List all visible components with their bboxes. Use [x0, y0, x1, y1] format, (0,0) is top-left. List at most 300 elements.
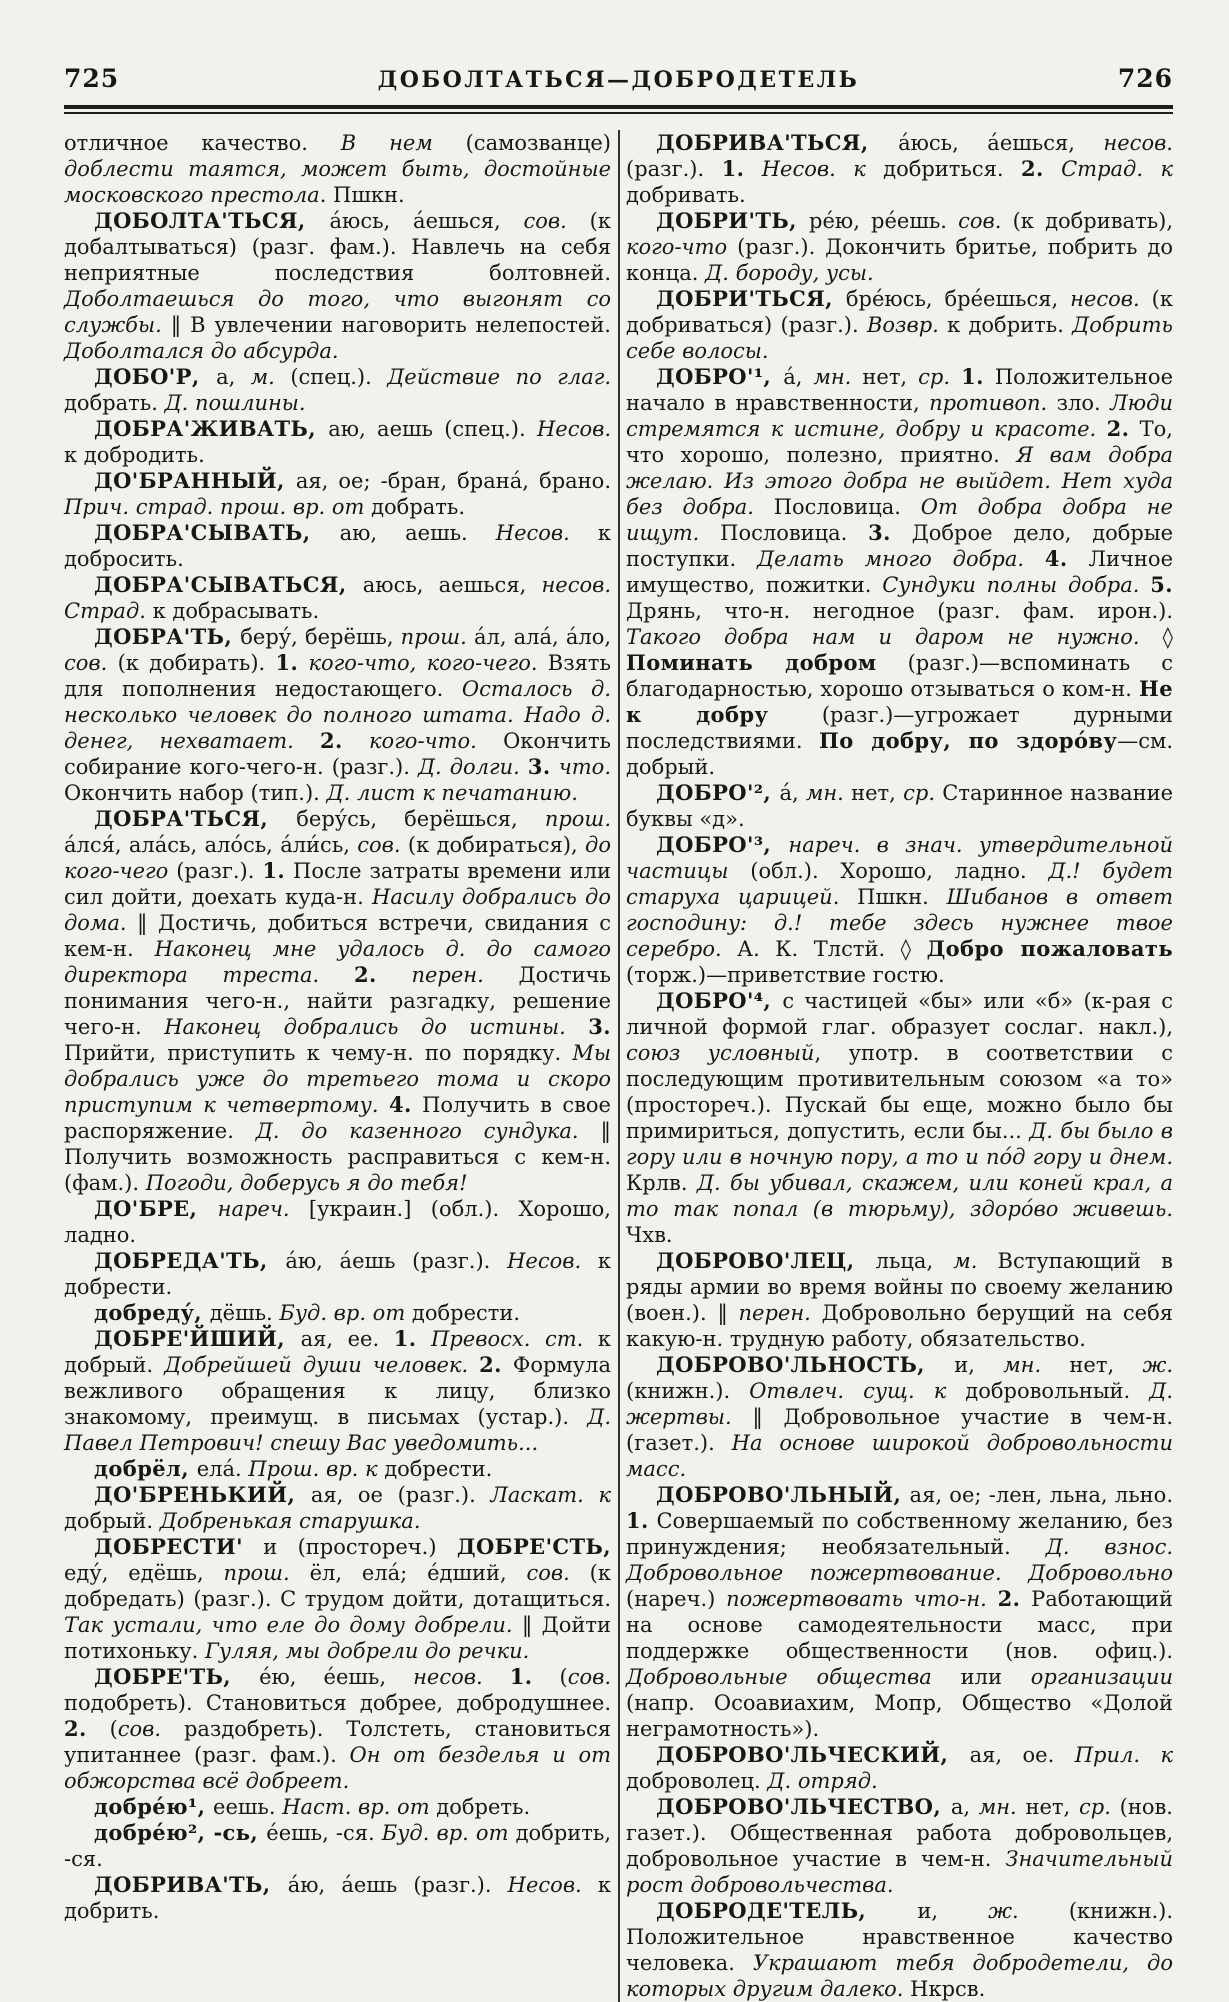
- entry-segment: нет,: [851, 365, 919, 389]
- entry-segment: ДОБРИ'ТЬСЯ,: [656, 286, 846, 311]
- entry-segment: прош.: [400, 625, 467, 649]
- entry-segment: Д.! будет старуха царицей.: [626, 859, 1173, 909]
- entry-segment: доблести таятся, может быть, достойные московского престола: [64, 157, 611, 207]
- entry-segment: аю, аешь.: [339, 521, 496, 545]
- entry-segment: еешь.: [213, 1795, 283, 1819]
- entry-segment: Наконец мне удалось д. до самого директора треста.: [64, 937, 611, 987]
- entry-segment: Добро пожаловать: [926, 936, 1173, 961]
- dictionary-entry: [626, 1248, 1173, 1352]
- dictionary-entry: [64, 1196, 611, 1248]
- entry-segment: ‖ В увлечении наговорить нелепостей.: [161, 313, 611, 337]
- entry-segment: В нем: [340, 131, 466, 155]
- entry-segment: Мы добрались уже до третьего тома и скоро приступим к четвертому.: [64, 1041, 611, 1117]
- entry-segment: сов.: [958, 209, 1002, 233]
- dictionary-entry: [64, 208, 611, 364]
- entry-segment: 4.: [1044, 546, 1068, 571]
- dictionary-entry: [626, 988, 1173, 1248]
- dictionary-entry: [626, 780, 1173, 832]
- dictionary-entry: [626, 1898, 1173, 2002]
- entry-segment: добреду́,: [94, 1300, 210, 1325]
- entry-segment: сов.: [117, 1717, 162, 1741]
- dictionary-entry: [626, 1352, 1173, 1482]
- entry-segment: нареч.: [217, 1197, 290, 1221]
- entry-segment: добрести.: [377, 1457, 493, 1481]
- dictionary-entry: [64, 1482, 611, 1534]
- left-column: [64, 130, 611, 2002]
- entry-segment: беру́сь, берёшься,: [296, 807, 545, 831]
- entry-segment: 3.: [868, 520, 891, 545]
- dictionary-entry: [64, 1820, 611, 1872]
- entry-segment: Д. пошлины.: [164, 391, 306, 415]
- entry-segment: (нов. газет.). Общественная работа добровольцев, добровольное участие в чем-н.: [626, 1795, 1173, 1871]
- entry-segment: 4.: [388, 1092, 412, 1117]
- entry-segment: , употр. в соответствии с последующим противительным союзом «а то» (простореч.). Пускай бы еще, можно было бы примириться, допустить, если бы...: [626, 1041, 1173, 1143]
- entry-segment: (разг.)—вспоминать с благодарностью, хорошо отзываться о ком-н.: [626, 651, 1173, 701]
- entry-segment: несов.: [541, 573, 611, 597]
- entry-segment: прош.: [223, 1561, 290, 1585]
- entry-segment: добриться.: [865, 157, 1021, 181]
- entry-segment: м.: [250, 365, 275, 389]
- entry-segment: Несов.: [495, 521, 570, 545]
- dictionary-entry: [626, 364, 1173, 780]
- entry-segment: ◊: [1139, 625, 1173, 649]
- entry-segment: добрый.: [64, 1509, 160, 1533]
- entry-segment: и,: [917, 1899, 989, 1923]
- entry-segment: Несов. к: [761, 157, 866, 181]
- entry-segment: противоп.: [929, 391, 1048, 415]
- entry-segment: Буд. вр. от: [381, 1821, 509, 1845]
- entry-segment: . Пшкн.: [319, 183, 405, 207]
- dictionary-entry: [64, 1534, 611, 1664]
- dictionary-entry: [64, 1456, 611, 1482]
- entry-segment: (книжн.). Положительное нравственное качество человека.: [626, 1899, 1173, 1975]
- entry-segment: 1.: [275, 650, 299, 675]
- entry-segment: (к добредать) (разг.). С трудом дойти, дотащиться.: [64, 1561, 611, 1611]
- entry-segment: От добра добра не ищут.: [626, 495, 1173, 545]
- entry-segment: ДОБРА'ТЬСЯ,: [94, 806, 297, 831]
- entry-segment: к добрить.: [64, 1873, 611, 1923]
- entry-segment: Украшают тебя добродетели, до которых другим далеко.: [626, 1951, 1173, 2001]
- dictionary-entry: [626, 1742, 1173, 1794]
- entry-segment: отличное качество.: [64, 131, 341, 155]
- text-columns: [64, 130, 1173, 2002]
- entry-segment: а́лся́, ала́сь, ало́сь, а́ли́сь,: [64, 833, 358, 857]
- entry-segment: несов.: [413, 1665, 483, 1689]
- entry-segment: к добросить.: [64, 521, 611, 571]
- dictionary-entry: [64, 1872, 611, 1924]
- entry-segment: [950, 365, 961, 389]
- entry-segment: [416, 1327, 431, 1351]
- entry-segment: (: [532, 1665, 568, 1689]
- entry-segment: Прич. страд. прош. вр. от: [64, 495, 365, 519]
- entry-segment: льца,: [875, 1249, 954, 1273]
- entry-segment: 1.: [961, 364, 984, 389]
- entry-segment: (самозванце): [465, 131, 611, 155]
- entry-segment: [468, 1353, 479, 1377]
- entry-segment: зло.: [1047, 391, 1111, 415]
- entry-segment: 1.: [721, 156, 745, 181]
- entry-segment: Насилу добрались до дома.: [64, 885, 611, 935]
- dictionary-entry: [64, 1248, 611, 1300]
- entry-segment: ДОБРА'СЫВАТЬСЯ,: [94, 572, 363, 597]
- entry-segment: а,: [950, 1795, 979, 1819]
- entry-segment: 2.: [320, 728, 343, 753]
- entry-segment: ДОБРО'²,: [656, 780, 780, 805]
- dictionary-entry: [64, 1300, 611, 1326]
- entry-segment: к добрести.: [64, 1249, 611, 1299]
- entry-segment: Добровольно берущий на себя какую-н. трудную работу, обязательство.: [626, 1301, 1173, 1351]
- entry-segment: а́ю, а́ешь (разг.).: [285, 1249, 508, 1273]
- entry-segment: Совершаемый по собственному желанию, без принуждения; необязательный.: [626, 1509, 1173, 1559]
- entry-segment: сов.: [523, 209, 567, 233]
- entry-segment: добрить, -ся.: [64, 1821, 611, 1871]
- entry-segment: ела́.: [196, 1457, 249, 1481]
- entry-segment: После затраты времени или сил дойти, доехать куда-н.: [64, 859, 611, 909]
- entry-segment: Действие по глаг.: [387, 365, 612, 389]
- entry-segment: (к добирать).: [107, 651, 276, 675]
- entry-segment: добровольный.: [946, 1379, 1150, 1403]
- entry-segment: к добрасывать.: [145, 599, 320, 623]
- entry-segment: что.: [558, 755, 611, 779]
- entry-segment: мн.: [813, 365, 852, 389]
- entry-segment: Люди стремятся к истине, добру и красоте.: [626, 391, 1174, 441]
- entry-segment: 3.: [588, 1014, 611, 1039]
- entry-segment: сов.: [567, 1665, 611, 1689]
- dictionary-entry: [626, 1794, 1173, 1898]
- entry-segment: [1139, 573, 1150, 597]
- entry-segment: [1044, 157, 1061, 181]
- entry-segment: Такого добра нам и даром не нужно.: [626, 625, 1140, 649]
- entry-segment: (к добриваться) (разг.).: [626, 287, 1173, 337]
- entry-segment: [377, 963, 412, 987]
- entry-segment: ДОБОЛТА'ТЬСЯ,: [94, 208, 330, 233]
- entry-segment: Наконец добрались до истины.: [164, 1015, 566, 1039]
- entry-segment: Окончить набор (тип.).: [64, 781, 327, 805]
- entry-segment: Несов.: [507, 1873, 582, 1897]
- entry-segment: ДОБРЕ'СТЬ,: [456, 1534, 611, 1559]
- entry-segment: Осталось д. несколько человек до полного штата. Надо д. денег, нехватает.: [64, 677, 611, 753]
- dictionary-entry: [626, 832, 1173, 988]
- entry-segment: Окончить собирание кого-чего-н. (разг.).: [64, 729, 611, 779]
- entry-segment: Сундуки полны добра.: [882, 573, 1140, 597]
- entry-segment: ая, ое; -бран, брана́, брано.: [295, 469, 611, 493]
- dictionary-entry: [626, 208, 1173, 286]
- entry-segment: [343, 729, 369, 753]
- entry-segment: Получить в свое распоряжение.: [64, 1093, 611, 1143]
- entry-segment: ДО'БРЕ,: [94, 1196, 218, 1221]
- entry-segment: добривать.: [626, 183, 746, 207]
- entry-segment: [1096, 417, 1106, 441]
- entry-segment: [483, 1665, 510, 1689]
- entry-segment: сов.: [64, 651, 108, 675]
- entry-segment: Д. взнос. Добровольное пожертвование. Добровольно: [626, 1535, 1174, 1585]
- entry-segment: Дрянь, что-н. негодное (разг. фам. ирон.).: [626, 599, 1173, 623]
- entry-segment: Погоди, доберусь я до тебя!: [145, 1171, 468, 1195]
- entry-segment: (спец.).: [274, 365, 388, 389]
- entry-segment: добрать.: [64, 391, 165, 415]
- entry-segment: ‖ Получить возможность расправиться с кем-н. (фам.).: [64, 1119, 611, 1195]
- entry-segment: Несов.: [536, 417, 611, 441]
- dictionary-entry: [64, 1664, 611, 1794]
- entry-segment: Доброе дело, добрые поступки.: [626, 521, 1173, 571]
- entry-segment: ж.: [988, 1899, 1019, 1923]
- entry-segment: 2.: [997, 1586, 1021, 1611]
- entry-segment: Значительный рост добровольчества.: [626, 1847, 1173, 1897]
- entry-segment: раздобреть). Толстеть, становиться упитаннее (разг. фам.).: [64, 1717, 611, 1767]
- entry-segment: (разг.)—угрожает дурными последствиями.: [626, 703, 1173, 753]
- entry-segment: Гуляя, мы добрели до речки.: [205, 1639, 530, 1663]
- entry-segment: Нкрсв.: [903, 1977, 986, 2001]
- entry-segment: (нареч.): [626, 1587, 727, 1611]
- column-divider: [618, 130, 620, 2002]
- entry-segment: (к добираться),: [400, 833, 586, 857]
- entry-segment: ДОБРОВО'ЛЬНОСТЬ,: [656, 1352, 955, 1377]
- entry-segment: Добрейшей души человек.: [164, 1353, 469, 1377]
- entry-segment: а́юсь, а́ешься,: [898, 131, 1104, 155]
- dictionary-entry: [626, 130, 1173, 208]
- entry-segment: Формула вежливого обращения к лицу, близко знакомому, преимущ. в письмах (устар.).: [64, 1353, 611, 1429]
- entry-segment: с частицей «бы» или «б» (к-рая с личной формой глаг. образует сослаг. накл.),: [626, 989, 1174, 1039]
- entry-segment: добре́ю¹,: [94, 1794, 214, 1819]
- entry-segment: Д. бороду, усы.: [705, 261, 874, 285]
- page-number-left: 725: [64, 64, 120, 93]
- entry-segment: ДОБРИВА'ТЬ,: [94, 1872, 288, 1897]
- entry-segment: перен.: [738, 1301, 811, 1325]
- entry-segment: (обл.). Хорошо, ладно.: [728, 859, 1049, 883]
- entry-segment: Страд.: [64, 599, 146, 623]
- entry-segment: ДОБРЕ'ЙШИЙ,: [94, 1326, 301, 1351]
- entry-segment: а́,: [783, 365, 814, 389]
- entry-segment: (разг.). Докончить бритье, побрить до конца.: [626, 235, 1173, 285]
- entry-segment: Наст. вр. от: [282, 1795, 430, 1819]
- dictionary-entry: [626, 1482, 1173, 1742]
- entry-segment: ‖ Достичь, добиться встречи, свидания с кем-н.: [64, 911, 611, 961]
- entry-segment: Не к добру: [626, 676, 1173, 727]
- entry-segment: Д. отряд.: [767, 1769, 878, 1793]
- entry-segment: ДО'БРЕНЬКИЙ,: [94, 1482, 311, 1507]
- entry-segment: ДОБРОВО'ЛЕЦ,: [656, 1248, 876, 1273]
- entry-segment: ДОБРОДЕ'ТЕЛЬ,: [656, 1898, 918, 1923]
- entry-segment: Чхв.: [626, 1223, 673, 1247]
- entry-segment: а́ю, а́ешь (разг.).: [287, 1873, 508, 1897]
- entry-segment: Пословица.: [753, 495, 921, 519]
- entry-segment: кого-что, кого-чего.: [308, 651, 538, 675]
- entry-segment: ДОБРО'¹,: [656, 364, 784, 389]
- entry-segment: прош.: [544, 807, 611, 831]
- entry-segment: добрать.: [364, 495, 466, 519]
- entry-segment: а,: [216, 365, 251, 389]
- entry-segment: [551, 755, 559, 779]
- entry-segment: ДОБРИ'ТЬ,: [656, 208, 810, 233]
- entry-segment: Прийти, приступить к чему-н. по порядку.: [64, 1041, 573, 1065]
- entry-segment: Д. бы убивал, скажем, или коней крал, а то так попал (в тюрьму), здоро́во живешь.: [626, 1171, 1173, 1221]
- entry-segment: [1024, 547, 1045, 571]
- entry-segment: ая, ее.: [300, 1327, 394, 1351]
- dictionary-entry: [64, 1326, 611, 1456]
- entry-segment: [379, 1093, 389, 1117]
- header-rule: [64, 105, 1173, 114]
- entry-segment: Поминать добром: [626, 650, 877, 675]
- entry-segment: мн.: [1003, 1353, 1042, 1377]
- entry-segment: несов.: [1103, 131, 1173, 155]
- entry-segment: (книжн.).: [626, 1379, 750, 1403]
- entry-segment: Несов.: [507, 1249, 582, 1273]
- entry-segment: ДОБРИВА'ТЬСЯ,: [656, 130, 899, 155]
- entry-segment: Делать много добра.: [757, 547, 1025, 571]
- entry-segment: Добренькая старушка.: [159, 1509, 421, 1533]
- entry-segment: бре́юсь, бре́ешься,: [845, 287, 1071, 311]
- entry-segment: ДОБРО'⁴,: [656, 988, 783, 1013]
- entry-segment: 2.: [1020, 156, 1044, 181]
- entry-segment: нет,: [843, 781, 904, 805]
- entry-segment: (торж.)—приветствие гостю.: [626, 963, 945, 987]
- entry-segment: а́,: [779, 781, 806, 805]
- entry-segment: [744, 157, 761, 181]
- entry-segment: (к добривать),: [1001, 209, 1173, 233]
- dictionary-entry: [64, 520, 611, 572]
- entry-segment: [украин.] (обл.). Хорошо, ладно.: [64, 1197, 611, 1247]
- dictionary-entry: [626, 286, 1173, 364]
- entry-segment: (: [86, 1717, 118, 1741]
- entry-segment: [298, 651, 308, 675]
- entry-segment: ср.: [1078, 1795, 1111, 1819]
- entry-segment: еду́, едёшь,: [64, 1561, 224, 1585]
- entry-segment: ДОБРЕ'ТЬ,: [94, 1664, 260, 1689]
- entry-segment: а́л, ала́, а́ло,: [466, 625, 612, 649]
- entry-segment: Д. Павел Петрович! спешу Вас уведомить...: [64, 1405, 611, 1455]
- entry-segment: организации: [1030, 1665, 1174, 1689]
- entry-segment: Крлв.: [626, 1171, 697, 1195]
- entry-segment: По добру, по здоро́ву: [819, 728, 1118, 753]
- entry-segment: ДО'БРАННЫЙ,: [94, 468, 296, 493]
- dictionary-entry: [64, 806, 611, 1196]
- entry-segment: Д. лист к печатанию.: [326, 781, 578, 805]
- entry-segment: 2.: [64, 1716, 87, 1741]
- entry-segment: доброволец.: [626, 1769, 768, 1793]
- dictionary-entry: [64, 572, 611, 624]
- entry-segment: пожертвовать что-н.: [726, 1587, 987, 1611]
- entry-continuation: [64, 130, 611, 208]
- entry-segment: ре́ю, ре́ешь.: [809, 209, 959, 233]
- entry-segment: (разг.).: [168, 859, 263, 883]
- entry-segment: Достичь понимания чего-н., найти разгадку, решение чего-н.: [64, 963, 611, 1039]
- entry-segment: Прош. вр. к: [248, 1457, 378, 1481]
- entry-segment: Добровольные общества: [626, 1665, 932, 1689]
- entry-segment: нет,: [1016, 1795, 1079, 1819]
- dictionary-entry: [64, 468, 611, 520]
- entry-segment: ДОБРО'³,: [656, 832, 789, 857]
- dictionary-entry: [64, 416, 611, 468]
- entry-segment: нареч. в знач. утвердительной частицы: [626, 833, 1173, 883]
- entry-segment: сов.: [357, 833, 401, 857]
- entry-segment: к добродить.: [64, 443, 205, 467]
- entry-segment: [520, 755, 528, 779]
- entry-segment: —см. добрый.: [626, 729, 1173, 779]
- entry-segment: ДОБРОВО'ЛЬЧЕСКИЙ,: [656, 1742, 970, 1767]
- entry-segment: или: [931, 1665, 1031, 1689]
- entry-segment: ДОБРА'ЖИВАТЬ,: [94, 416, 329, 441]
- running-head: ДОБОЛТАТЬСЯ—ДОБРОДЕТЕЛЬ: [377, 67, 860, 93]
- entry-segment: Он от безделья и от обжорства всё добреет.: [64, 1743, 611, 1793]
- entry-segment: А. К. Тлстй. ◊: [721, 937, 927, 961]
- entry-segment: аюсь, аешься,: [362, 573, 542, 597]
- entry-segment: Пшкн.: [839, 885, 947, 909]
- entry-segment: е́ешь, -ся.: [266, 1821, 382, 1845]
- entry-segment: союз условный: [626, 1041, 815, 1065]
- entry-segment: [566, 1015, 589, 1039]
- entry-segment: [987, 1587, 998, 1611]
- entry-segment: подобреть). Становиться добрее, добродушнее.: [64, 1691, 611, 1715]
- dictionary-entry: [64, 1794, 611, 1820]
- entry-segment: добре́ю², -сь,: [94, 1820, 267, 1845]
- entry-segment: 1.: [626, 1508, 649, 1533]
- entry-segment: ДОБРА'СЫВАТЬ,: [94, 520, 340, 545]
- entry-segment: Пословица.: [699, 521, 869, 545]
- entry-segment: кого-что.: [369, 729, 477, 753]
- entry-segment: 2.: [353, 962, 377, 987]
- dictionary-entry: [64, 624, 611, 806]
- entry-segment: ёл, ела́; е́дший,: [289, 1561, 527, 1585]
- right-column: [626, 130, 1173, 2002]
- entry-segment: и,: [954, 1353, 1004, 1377]
- entry-segment: 1.: [509, 1664, 533, 1689]
- entry-segment: Прил. к: [1074, 1743, 1173, 1767]
- entry-segment: ДОБРЕСТИ': [94, 1534, 243, 1559]
- entry-segment: Доболтаешься до того, что выгонят со службы.: [64, 287, 611, 337]
- entry-segment: а́юсь, а́ешься,: [329, 209, 524, 233]
- entry-segment: ДОБРА'ТЬ,: [94, 624, 241, 649]
- entry-segment: Буд. вр. от: [279, 1301, 406, 1325]
- entry-segment: добрёл,: [94, 1456, 197, 1481]
- entry-segment: м.: [953, 1249, 978, 1273]
- entry-segment: Взять для пополнения недостающего.: [64, 651, 611, 701]
- entry-segment: добрести.: [405, 1301, 521, 1325]
- entry-segment: Возвр.: [866, 313, 939, 337]
- entry-segment: к добрый.: [64, 1327, 611, 1377]
- entry-segment: Ласкат. к: [490, 1483, 612, 1507]
- entry-segment: Я вам добра желаю. Из этого добра не выйдет. Нет худа без добра.: [626, 443, 1173, 519]
- entry-segment: беру́, берёшь,: [240, 625, 401, 649]
- entry-segment: к добрить.: [938, 313, 1073, 337]
- entry-segment: Положительное начало в нравственности,: [626, 365, 1174, 415]
- entry-segment: мн.: [978, 1795, 1017, 1819]
- entry-segment: до кого-чего: [64, 833, 611, 883]
- entry-segment: 1.: [262, 858, 286, 883]
- entry-segment: Работающий на основе самодеятельности масс, при поддержке общественности (нов. офиц.).: [626, 1587, 1173, 1663]
- entry-segment: [294, 729, 320, 753]
- entry-segment: Шибанов в ответ господину: д.! тебе здесь нужнее твое серебро.: [626, 885, 1174, 961]
- entry-segment: перен.: [411, 963, 484, 987]
- entry-segment: [319, 963, 354, 987]
- entry-segment: 3.: [527, 754, 551, 779]
- entry-segment: ая, ое; -лен, льна, льно.: [909, 1483, 1173, 1507]
- entry-segment: Добрить себе волосы.: [626, 313, 1173, 363]
- entry-segment: ая, ое (разг.).: [310, 1483, 491, 1507]
- entry-segment: Д. до казенного сундука.: [255, 1119, 579, 1143]
- entry-segment: ДОБРОВО'ЛЬЧЕСТВО,: [656, 1794, 951, 1819]
- entry-segment: Старинное название буквы «д».: [626, 781, 1174, 831]
- entry-segment: аю, аешь (спец.).: [328, 417, 537, 441]
- entry-segment: 2.: [479, 1352, 502, 1377]
- entry-segment: нет,: [1041, 1353, 1143, 1377]
- entry-segment: (к добалтываться) (разг. фам.). Навлечь на себя неприятные последствия болтовней.: [64, 209, 612, 285]
- entry-segment: ср.: [903, 781, 936, 805]
- entry-segment: (напр. Осоавиахим, Мопр, Общество «Долой неграмотность»).: [626, 1691, 1173, 1741]
- entry-segment: добреть.: [429, 1795, 531, 1819]
- dictionary-entry: [64, 364, 611, 416]
- page-number-right: 726: [1117, 64, 1173, 93]
- page-header: [64, 64, 1173, 93]
